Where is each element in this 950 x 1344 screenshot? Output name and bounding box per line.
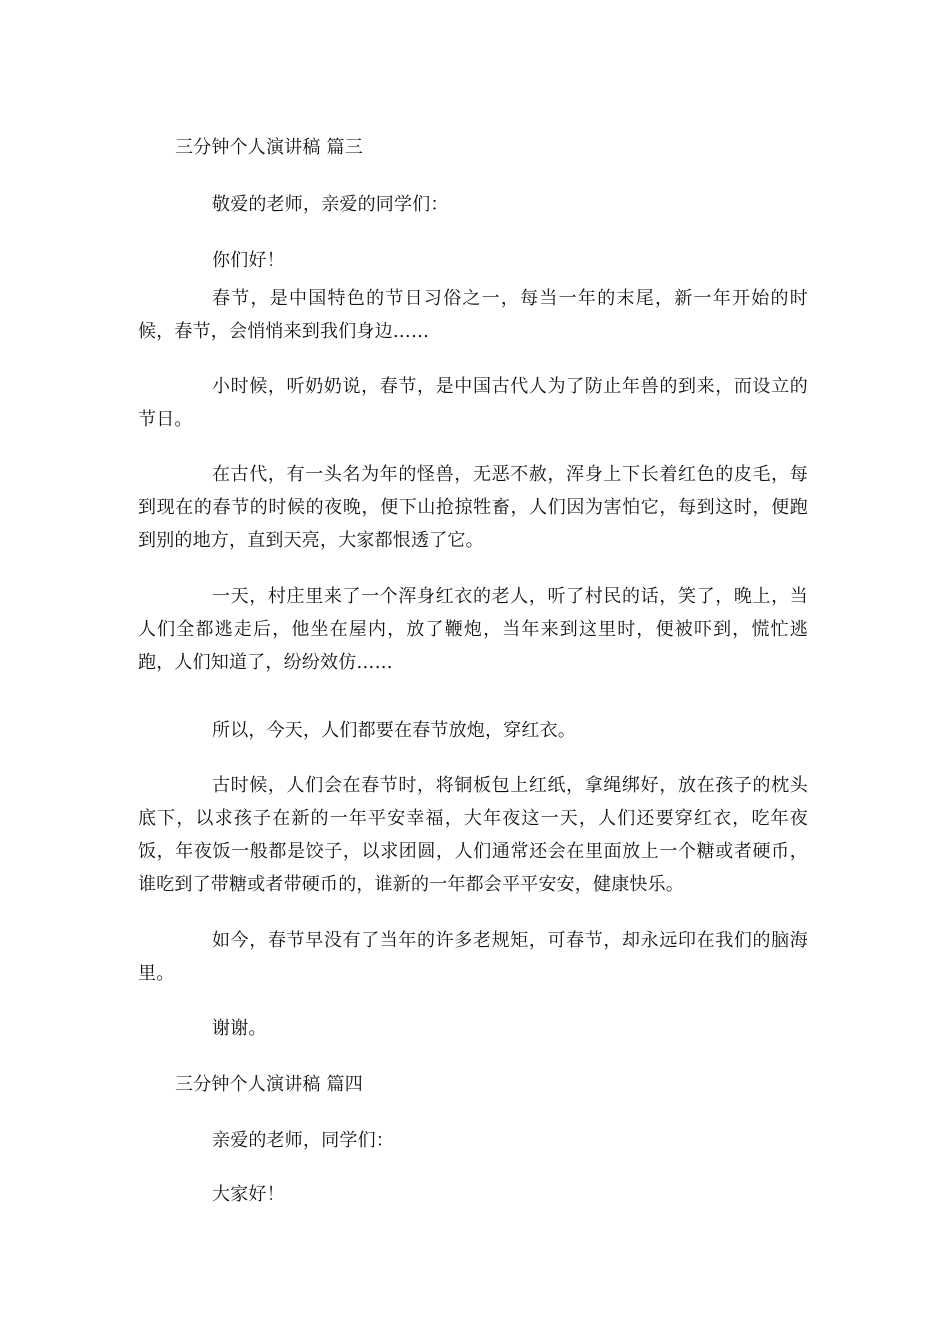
- section-3-closing: 谢谢。: [212, 1018, 267, 1039]
- section-3-paragraph-6: 古时候，人们会在春节时，将铜板包上红纸，拿绳绑好，放在孩子的枕头底下，以求孩子在新的一年平安幸福，大年夜这一天，人们还要穿红衣，吃年夜饭，年夜饭一般都是饺子，以求团圆，人们通常还会在里面放上一个糖或者硬币，谁吃到了带糖或者带硬币的，谁新的一年都会平平安安，健康快乐。: [138, 775, 808, 895]
- section-3-salutation: 敬爱的老师，亲爱的同学们：: [212, 194, 449, 215]
- section-3-title: 三分钟个人演讲稿 篇三: [175, 137, 363, 158]
- section-3-paragraph-2: 小时候，听奶奶说，春节，是中国古代人为了防止年兽的到来，而设立的节日。: [138, 376, 808, 430]
- section-4-title: 三分钟个人演讲稿 篇四: [175, 1074, 363, 1095]
- section-3-paragraph-7: 如今，春节早没有了当年的许多老规矩，可春节，却永远印在我们的脑海里。: [138, 930, 808, 984]
- section-3-greeting: 你们好！: [212, 250, 285, 271]
- section-4-greeting: 大家好！: [212, 1184, 285, 1205]
- section-4-salutation: 亲爱的老师，同学们：: [212, 1130, 394, 1151]
- section-3-paragraph-4: 一天，村庄里来了一个浑身红衣的老人，听了村民的话，笑了，晚上，当人们全都逃走后，他坐在屋内，放了鞭炮，当年来到这里时，便被吓到，慌忙逃跑，人们知道了，纷纷效仿……: [138, 586, 808, 673]
- section-3-paragraph-5: 所以，今天，人们都要在春节放炮，穿红衣。: [212, 720, 576, 741]
- section-3-paragraph-1: 春节，是中国特色的节日习俗之一，每当一年的末尾，新一年开始的时候，春节，会悄悄来到我们身边……: [138, 288, 808, 342]
- section-3-paragraph-3: 在古代，有一头名为年的怪兽，无恶不赦，浑身上下长着红色的皮毛，每到现在的春节的时候的夜晚，便下山抢掠牲畜，人们因为害怕它，每到这时，便跑到别的地方，直到天亮，大家都恨透了它。: [138, 464, 808, 551]
